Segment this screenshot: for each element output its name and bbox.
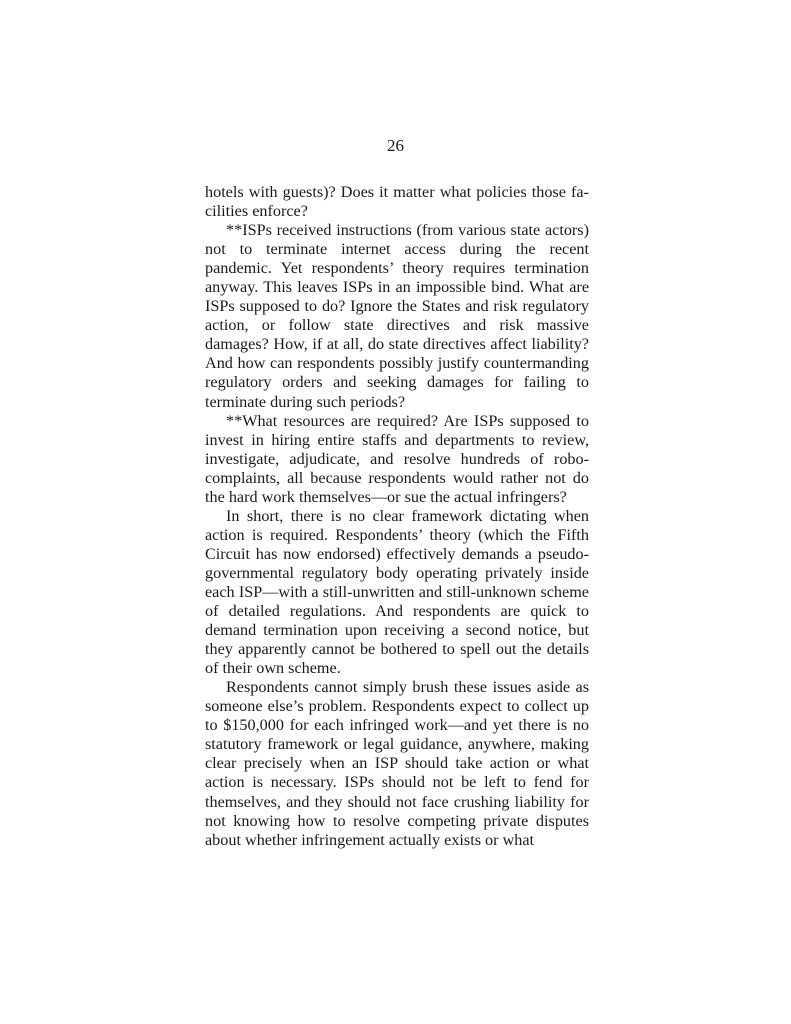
paragraph: Respondents cannot simply brush these issues aside as someone else’s problem. Respondents expect to collect up to $150,000 for each infringed work—and yet there is no statutory framework or legal guidance, anywhere, making clear precisely when an ISP should take action or what action is necessary. ISPs should not be left to fend for themselves, and they should not face crushing liability for not knowing how to resolve competing private disputes about whether infringement actually exists or what xyxy=(205,678,589,849)
paragraph: **What resources are required? Are ISPs supposed to invest in hiring entire staffs and departments to review, investigate, adjudicate, and resolve hundreds of robocomplaints, all because respondents would rather not do the hard work themselves—or sue the actual infringers? xyxy=(205,411,589,506)
paragraph: hotels with guests)? Does it matter what policies those facilities enforce? xyxy=(205,183,589,221)
paragraph: **ISPs received instructions (from various state actors) not to terminate internet access during the recent pandemic. Yet respondents’ theory requires termination anyway. This leaves ISPs in an impossible bind. What are ISPs supposed to do? Ignore the States and risk regulatory action, or follow state directives and risk massive damages? How, if at all, do state directives affect liability? And how can respondents possibly justify countermanding regulatory orders and seeking damages for failing to terminate during such periods? xyxy=(205,221,589,411)
page-number: 26 xyxy=(387,136,404,155)
paragraph: In short, there is no clear framework dictating when action is required. Respondents’ theory (which the Fifth Circuit has now endorsed) effectively demands a pseudogovernmental regulatory body operating privately inside each ISP—with a still-unwritten and still-unknown scheme of detailed regulations. And respondents are quick to demand termination upon receiving a second notice, but they apparently cannot be bothered to spell out the details of their own scheme. xyxy=(205,506,589,678)
body-text xyxy=(205,183,589,850)
